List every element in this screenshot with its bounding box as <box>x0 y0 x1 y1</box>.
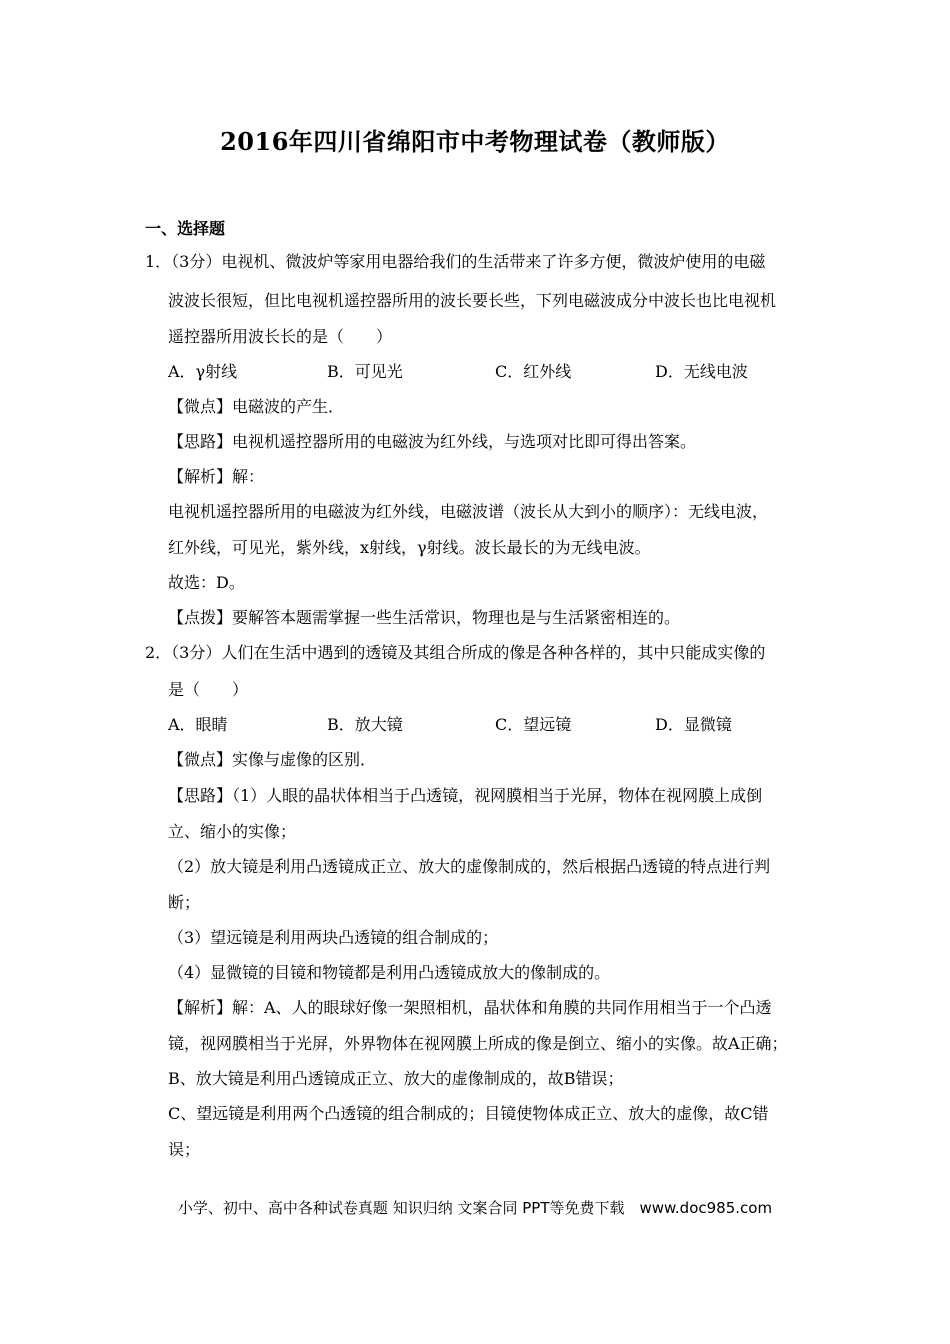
q1-option-a: A．γ射线 <box>168 362 238 381</box>
q2-idea-line-5: （3）望远镜是利用两块凸透镜的组合制成的； <box>168 928 499 947</box>
q2-analysis-line-1: 【解析】解：A、人的眼球好像一架照相机，晶状体和角膜的共同作用相当于一个凸透 <box>168 998 772 1017</box>
q2-idea-line-2: 立、缩小的实像； <box>168 822 297 841</box>
q1-option-b: B．可见光 <box>327 362 403 381</box>
q1-analysis-line-1: 电视机遥控器所用的电磁波为红外线，电磁波谱（波长从大到小的顺序）：无线电波， <box>168 502 769 521</box>
page-footer: 小学、初中、高中各种试卷真题 知识归纳 文案合同 PPT等免费下载 www.doc985.com <box>177 1199 773 1217</box>
q1-option-d: D．无线电波 <box>655 362 748 381</box>
q2-idea-line-1: 【思路】（1）人眼的晶状体相当于凸透镜，视网膜相当于光屏，物体在视网膜上成倒 <box>168 786 763 805</box>
q2-option-c: C．望远镜 <box>495 715 572 734</box>
q2-analysis-line-5: 误； <box>168 1140 201 1159</box>
q2-option-a: A．眼睛 <box>168 715 228 734</box>
q1-idea: 【思路】电视机遥控器所用的电磁波为红外线，与选项对比即可得出答案。 <box>168 432 697 451</box>
q2-analysis-line-2: 镜，视网膜相当于光屏，外界物体在视网膜上所成的像是倒立、缩小的实像。故A正确； <box>168 1034 788 1053</box>
q2-analysis-line-4: C、望远镜是利用两个凸透镜的组合制成的；目镜使物体成正立、放大的虚像，故C错 <box>168 1104 769 1123</box>
q1-stem-line-3: 遥控器所用波长长的是（ ） <box>168 327 393 346</box>
q2-option-b: B．放大镜 <box>327 715 403 734</box>
q2-idea-line-3: （2）放大镜是利用凸透镜成正立、放大的虚像制成的，然后根据凸透镜的特点进行判 <box>168 857 771 876</box>
q1-stem-line-2: 波波长很短，但比电视机遥控器所用的波长要长些，下列电磁波成分中波长也比电视机 <box>168 291 777 310</box>
q2-stem-line-2: 是（ ） <box>168 680 249 699</box>
q2-idea-line-4: 断； <box>168 893 201 912</box>
q1-tip: 【点拨】要解答本题需掌握一些生活常识，物理也是与生活紧密相连的。 <box>168 608 681 627</box>
q1-answer: 故选：D。 <box>168 573 245 592</box>
q2-option-d: D．显微镜 <box>655 715 732 734</box>
q1-option-c: C．红外线 <box>495 362 572 381</box>
document-title: 2016年四川省绵阳市中考物理试卷（教师版） <box>220 127 730 156</box>
q2-analysis-line-3: B、放大镜是利用凸透镜成正立、放大的虚像制成的，故B错误； <box>168 1069 624 1088</box>
q2-idea-line-6: （4）显微镜的目镜和物镜都是利用凸透镜成放大的像制成的。 <box>168 963 611 982</box>
q1-analysis-head: 【解析】解： <box>168 467 265 486</box>
q1-point: 【微点】电磁波的产生． <box>168 397 345 416</box>
q2-stem-line-1: 2．（3分）人们在生活中遇到的透镜及其组合所成的像是各种各样的，其中只能成实像的 <box>145 643 766 662</box>
section-heading: 一、选择题 <box>145 219 226 238</box>
q1-stem-line-1: 1．（3分）电视机、微波炉等家用电器给我们的生活带来了许多方便，微波炉使用的电磁 <box>145 252 766 271</box>
q2-point: 【微点】实像与虚像的区别． <box>168 750 377 769</box>
q1-analysis-line-2: 红外线，可见光，紫外线，x射线，γ射线。波长最长的为无线电波。 <box>168 538 651 557</box>
